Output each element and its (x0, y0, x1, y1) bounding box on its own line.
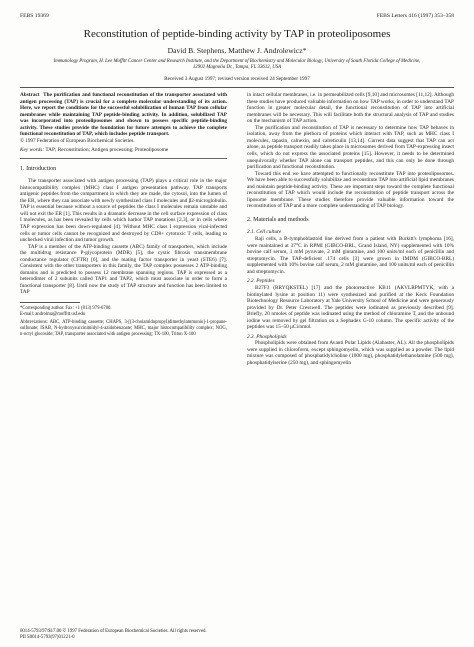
abstract-copyright: © 1997 Federation of European Biochemical Societies. (20, 137, 135, 144)
subsection-2-1-text: Raji cells, a B-lymphoblastoid line derived from a patient with Burkitt's lymphoma [16], were maintained at 37°C in RPMI (GIBCO-BRL, Grand Island, NY) supplemented with 10% bovine calf serum, 1 mM pyruvate, 2 mM glutamine, and 100 units/ml each of penicillin and streptomycin. The TAP-deficient .174 cells [3] were grown in IMDM (GIBCO-BRL) supplemented with 10% bovine calf serum, 2 mM glutamine, and 100 units/ml each of penicillin and streptomycin. (247, 236, 454, 275)
keywords-text: TAP; Reconstitution; Antigen processing; Proteoliposome (45, 147, 169, 154)
keywords-label: Key words: (20, 147, 45, 154)
footnote-email: E-mail: androlma@moffitt.usf.edu (20, 311, 86, 317)
footnote-corresponding: *Corresponding author. Fax: +1 (813) 979-6700. (20, 305, 112, 311)
abstract-label: Abstract (20, 92, 40, 99)
subsection-2-1-heading: 2.1. Cell culture (247, 229, 282, 236)
running-header (20, 10, 454, 19)
journal-id: FEBS 19369 (20, 13, 49, 19)
right-column (247, 92, 454, 366)
subsection-2-3-heading: 2.3. Phospholipids (247, 333, 287, 340)
issn-copyright-line: 0014-5793/97/$17.00 © 1997 Federation of European Biochemical Societies. All rights reserved. (20, 628, 207, 634)
article-affiliation: Immunology Program, H. Lee Moffitt Cancer Center and Research Institute, and the Department of Biochemistry and Molecular Biology, University of South Florida College of Medicine, 12902 Magnolia Dr., Tampa, FL 33612, USA (53, 59, 421, 71)
footnote-abbreviations: Abbreviations: ABC, ATP-binding cassette; CHAPS, 3-[(3-cholamidopropyl)dimethylammonio]-1-propane-sulfonate; ISAB, N-hydroxysuccinimidyl-4-azidobenzoate; MHC, major histocompatibility complex; NOG, n-octyl glucoside; TAP, transporter associated with antigen processing; TX-100, Triton X-100 (20, 319, 227, 337)
abstract-text: The purification and functional reconstitution of the transporter associated with antigen processing (TAP) is crucial for a complete molecular understanding of its action. Here, we report the conditions for the successful solubilization of human TAP from cellular membranes while maintaining TAP peptide-binding activity. In addition, solubilized TAP was incorporated into proteoliposomes and shown to possess specific peptide-binding activity. These studies provide the foundation for future attempts to achieve the complete functional reconstitution of TAP, which includes peptide transport. (20, 92, 227, 138)
intro-paragraph-2: TAP is a member of the ATP-binding cassette (ABC) family of transporters, which include the multidrug resistance P-glycoprotein (MDR) [5], the cystic fibrosis transmembrane conductance regulator (CFTR) [6], and the mating factor transporter in yeast (STE6) [7]. Consistent with the other transporters in this family, the TAP complex possesses 2 ATP-binding domains and is predicted to possess 12 membrane spanning regions. TAP is expressed as a heterodimer of 2 subunits called TAP1 and TAP2, which must associate in order to form a functional transporter [8]. Until now the study of TAP structure and function has been limited to TAP (20, 243, 227, 296)
intro-heading: 1. Introduction (20, 165, 57, 172)
received-dates: Received 3 August 1997; revised version received 24 September 1997 (164, 75, 310, 82)
footnote-divider (20, 302, 80, 303)
intro-paragraph-1: The transporter associated with antigen processing (TAP) plays a critical role in the major histocompatibility complex (MHC) class I antigen presentation pathway. TAP transports antigenic peptides from the compartment in which they are made, the cytosol, into the lumen of the ER, where they can associate with newly synthesized class I molecules and β2-microglobulin. TAP is essential because without a source of peptides the class I molecules remain unstable and will not exit the ER [1]. This results in a dramatic decrease in the cell surface expression of class I molecules, as has been revealed by cells which harbor TAP mutations [2,3], or in cells where TAP expression has been down-regulated [4]. Without MHC class I expression viral-infected cells or tumor cells cannot be recognized and destroyed by CD8+ cytotoxic T cells, leading to unchecked viral infection and tumor growth. (20, 178, 228, 244)
publisher-footer (20, 629, 207, 641)
abstract (20, 92, 227, 138)
journal-citation: FEBS Letters 416 (1997) 353–358 (376, 13, 454, 19)
two-column-body (20, 92, 454, 366)
body-paragraph-3: Toward this end we have attempted to functionally reconstitute TAP into proteoliposomes. We have been able to successfully solubilize and reconstitute TAP into artificial lipid membranes and maintain peptide-binding activity. These are important steps toward the complete functional reconstitution of TAP which would include the reconstitution of peptide transport across the liposome membrane. These studies therefore provide valuable information toward the reconstitution of TAP and a more complete understanding of TAP biology. (247, 170, 454, 210)
methods-heading: 2. Materials and methods (247, 216, 309, 223)
body-paragraph-1: in intact cellular membranes, i.e. in permeabilized cells [9,10] and microsomes [11,12]. Although these studies have produced valuable information on how TAP works, in order to understand TAP function in greater molecular detail, the functional reconstitution of TAP into artificial membranes will be necessary. This will facilitate both the structural analysis of TAP and studies on the mechanism of TAP action. (247, 92, 454, 125)
keywords-divider (20, 158, 227, 159)
subsection-2-2-heading: 2.2. Peptides (247, 278, 275, 285)
keywords (20, 147, 227, 154)
article-title: Reconstitution of peptide-binding activity by TAP in proteoliposomes (83, 28, 391, 40)
header-divider (20, 87, 454, 88)
left-column (20, 92, 227, 366)
pii-line: PII S0014-5793(97)01221-0 (20, 634, 75, 640)
article-authors: David B. Stephens, Matthew J. Androlewicz* (167, 46, 307, 55)
subsection-2-2-text: B27F3 (RRYQKSTEL) [17] and the photoreactive KB11 (AKVLRPMTYK, with a biotinylated lysine at position 11) were synthesized and purified at the Keck Foundation Biotechnology Resource Laboratory at Yale University School of Medicine and were generously provided by Dr. Peter Cresswell. The peptides were iodinated as previously described [9]. Briefly, 20 nmoles of peptide was iodinated using the method of chloramine T, and the unbound iodine was removed by gel filtration on a Sephadex G-10 column. The specific activity of the peptides was 15–50 μCi/nmol. (247, 284, 454, 331)
body-paragraph-2: The purification and reconstitution of TAP is necessary to determine how TAP behaves in isolation, away from the plethora of proteins which interact with TAP, such as MHC class I molecules, tapasin, calnexin, and calreticulin [13,14]. Current data suggest that TAP can act alone, as peptide transport readily takes place in microsomes derived from TAP-expressing insect cells, which do not express the associated proteins [15]. However, it needs to be determined unequivocally whether TAP alone can transport peptides, and this can only be done through purification and functional reconstitution. (247, 124, 454, 171)
subsection-2-3-text: Phospholipids were obtained from Avanti Polar Lipids (Alabaster, AL). All the phospholipids were supplied in chloroform, except sphingomyelin, which was supplied as a powder. The lipid mixture was composed of phosphatidylcholine (1000 mg), phosphatidylethanolamine (500 mg), phosphatidylserine (250 mg), and sphingomyelin (247, 340, 454, 367)
